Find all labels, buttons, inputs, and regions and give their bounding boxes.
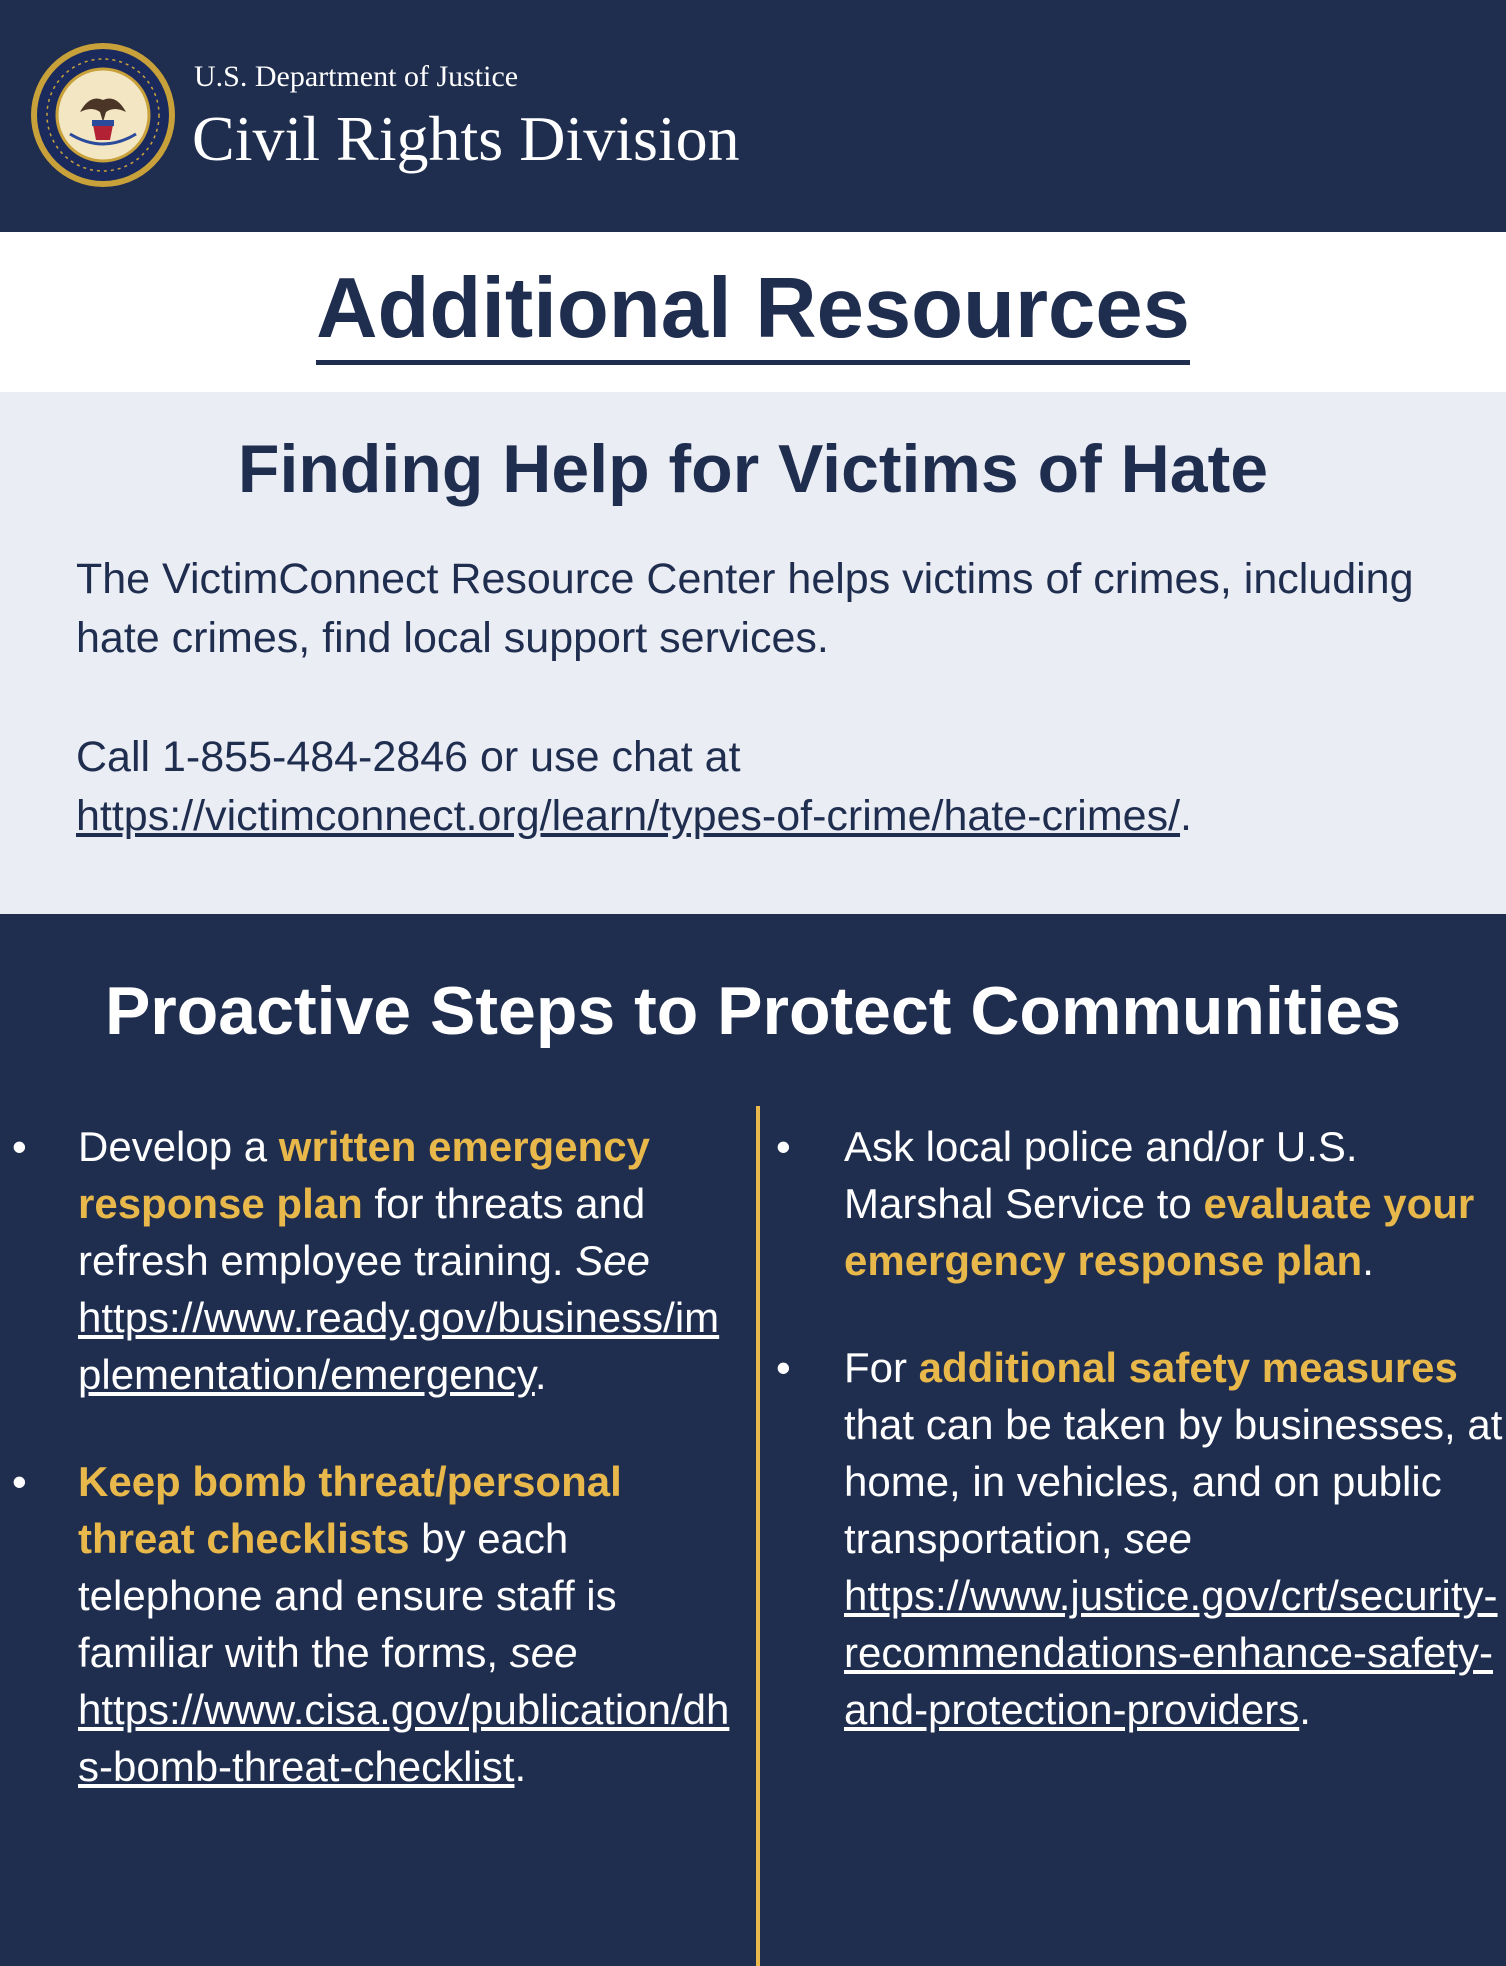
victim-help-heading: Finding Help for Victims of Hate xyxy=(237,431,1269,507)
department-name: U.S. Department of Justice xyxy=(194,60,519,93)
item-end: . xyxy=(1299,1686,1311,1733)
item-text: Develop a xyxy=(78,1123,279,1170)
bullet-icon: • xyxy=(776,1123,791,1170)
item-see: see xyxy=(1124,1515,1192,1562)
item-highlight: Keep bomb threat/personal threat checklists xyxy=(78,1458,622,1562)
bullet-icon: • xyxy=(12,1458,27,1505)
item-text: For xyxy=(844,1344,919,1391)
item-see: See xyxy=(575,1237,650,1284)
title-band xyxy=(0,232,1506,392)
list-item xyxy=(0,1118,740,1403)
list-item xyxy=(0,1453,740,1795)
victim-help-contact xyxy=(76,728,1456,846)
right-column xyxy=(766,1118,1506,1738)
page-title-text: Additional Resources xyxy=(316,261,1190,365)
victim-help-section xyxy=(0,392,1506,914)
cisa-link[interactable]: https://www.cisa.gov/publication/dhs-bomb-threat-checklist xyxy=(78,1686,730,1790)
item-highlight: written emergency response plan xyxy=(78,1123,650,1227)
item-highlight: evaluate your emergency response plan xyxy=(844,1180,1475,1284)
victim-help-body xyxy=(76,550,1456,846)
bullet-icon: • xyxy=(12,1123,27,1170)
item-end: . xyxy=(1362,1237,1374,1284)
item-text: for threats and refresh employee training. xyxy=(78,1180,646,1284)
header-band xyxy=(0,0,1506,232)
item-end: . xyxy=(534,1351,547,1398)
item-text: Ask local police and/or U.S. Marshal Service to xyxy=(844,1123,1358,1227)
contact-text: Call 1-855-484-2846 or use chat at xyxy=(76,733,741,781)
doj-seal-icon xyxy=(30,42,176,188)
list-item xyxy=(766,1339,1506,1738)
item-highlight: additional safety measures xyxy=(918,1344,1458,1391)
left-column xyxy=(0,1118,740,1795)
division-name: Civil Rights Division xyxy=(192,103,740,174)
item-text: by each telephone and ensure staff is familiar with the forms, xyxy=(78,1515,617,1676)
column-divider xyxy=(756,1106,760,1966)
victim-help-paragraph: The VictimConnect Resource Center helps victims of crimes, including hate crimes, find local support services. xyxy=(76,555,1414,662)
bullet-icon: • xyxy=(776,1344,791,1391)
contact-end: . xyxy=(1180,792,1192,840)
page-title xyxy=(0,260,1506,358)
victimconnect-link[interactable]: https://victimconnect.org/learn/types-of-crime/hate-crimes/ xyxy=(76,792,1181,840)
justice-gov-link[interactable]: https://www.justice.gov/crt/security-recommendations-enhance-safety-and-protection-providers xyxy=(844,1572,1498,1733)
item-text: that can be taken by businesses, at home, in vehicles, and on public transportation, xyxy=(844,1401,1503,1562)
ready-gov-link[interactable]: https://www.ready.gov/business/implementation/emergency xyxy=(78,1294,720,1398)
list-item xyxy=(766,1118,1506,1289)
proactive-steps-heading: Proactive Steps to Protect Communities xyxy=(104,973,1402,1049)
item-see: see xyxy=(509,1629,578,1676)
item-end: . xyxy=(514,1743,527,1790)
